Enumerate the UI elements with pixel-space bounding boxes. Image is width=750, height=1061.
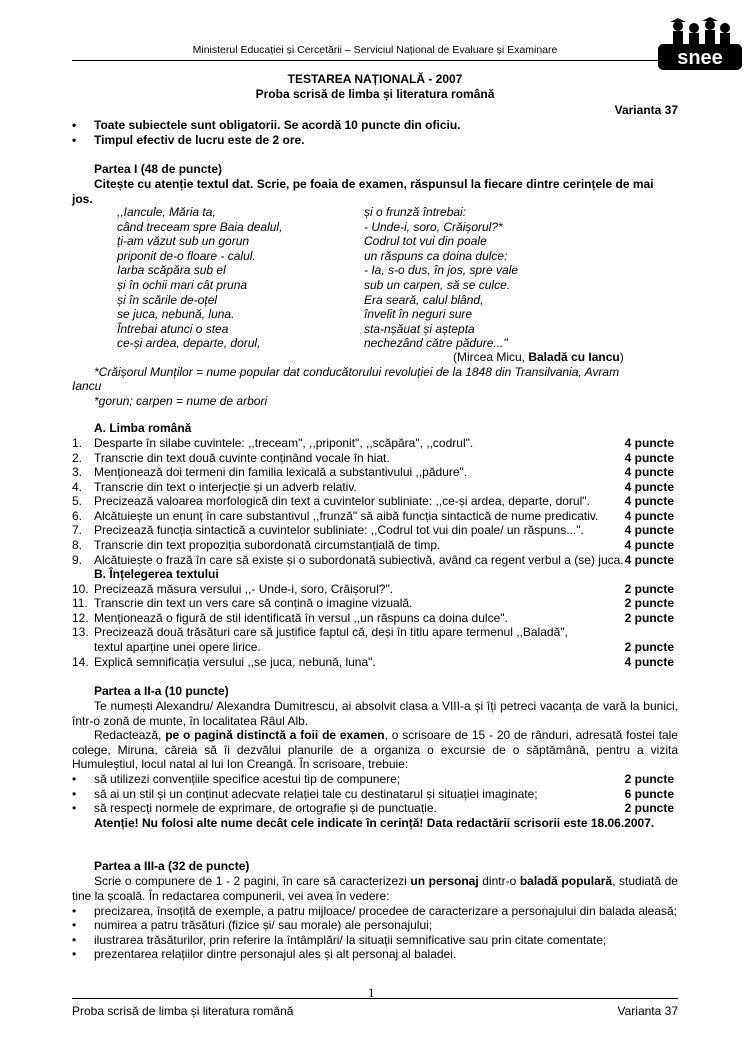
poem-line: și o frunză întrebai: <box>364 205 467 219</box>
page-header: Ministerul Educației și Cercetării – Serviciul Național de Evaluare și Examinare <box>192 44 558 56</box>
variant-label: Varianta 37 <box>614 103 678 117</box>
bullet: • <box>72 933 77 947</box>
header-divider <box>72 60 678 61</box>
poem-right-column <box>364 205 518 351</box>
footnote-1: *Crăișorul Munților = nume popular dat conducătorului revoluției de la 1848 din Transilvania, Avram <box>94 365 620 379</box>
footer-divider <box>72 998 678 999</box>
poem-line: ,,Iancule, Măria ta, <box>117 205 216 219</box>
rule-bullet: • <box>72 133 77 147</box>
bullet: • <box>72 947 77 961</box>
poem-line: sta-nșăuat și aștepta <box>364 321 475 336</box>
poem-line: și în ochii mari cât pruna <box>117 277 248 292</box>
rule-bullet: • <box>72 118 77 132</box>
footnote-2: *gorun; carpen = nume de arbori <box>94 394 268 408</box>
exam-title: TESTAREA NAȚIONALĂ - 2007 <box>287 72 463 86</box>
part1-heading: Partea I (48 de puncte) <box>94 162 223 176</box>
poem-line: și în scările de-oțel <box>117 292 218 307</box>
poem-line: ce-și ardea, departe, dorul, <box>117 336 261 351</box>
list-item: ilustrarea trăsăturilor, prin referire la întâmplări/ la situații semnificative sau prin citate comentate; <box>94 933 607 947</box>
footer-left: Proba scrisă de limba și literatura română <box>72 1004 294 1018</box>
poem-left-column <box>117 205 282 351</box>
page-number: 1 <box>368 985 375 1000</box>
section-b-heading: B. Înțelegerea textului <box>94 567 219 581</box>
poem-line: Întrebai atunci o stea <box>117 321 229 336</box>
poem-line: sub un carpen, să se culce. <box>364 277 511 292</box>
part2-paragraph-2: Redactează, pe o pagină distinctă a foii de examen, o scrisoare de 15 - 20 de rânduri, adresată fostei tale colege, Miruna, căreia să îi dezvălui planurile de a organiza o excursie de o săptămână, pentru a vizita Humuleștiul, locul natal al lui Ion Creangă. În scrisoare, trebuie: <box>72 728 678 771</box>
bullet: • <box>72 904 77 918</box>
footnote-1-cont: Iancu <box>72 379 102 393</box>
poem-line: Iarba scăpăra sub el <box>117 263 226 278</box>
part2-heading: Partea a II-a (10 puncte) <box>94 684 229 698</box>
poem-line: când treceam spre Baia dealul, <box>117 219 283 234</box>
bullet: • <box>72 918 77 932</box>
part2-warning: Atenție! Nu folosi alte nume decât cele indicate în cerință! Data redactării scrisorii este 18.06.2007. <box>94 816 655 830</box>
list-item: prezentarea relațiilor dintre personajul ales și alt personaj al baladei. <box>94 947 457 961</box>
bullet: • <box>72 772 77 786</box>
poem-line: Codrul tot vui din poale <box>364 234 487 249</box>
rule-1: Toate subiectele sunt obligatorii. Se acordă 10 puncte din oficiu. <box>94 118 461 132</box>
poem-line: un răspuns ca doina dulce: <box>364 248 508 263</box>
logo-text: snee <box>677 47 723 69</box>
list-item: precizarea, însoțită de exemple, a patru mijloace/ procedee de caracterizare a personajului din balada aleasă; <box>94 904 678 918</box>
poem-line: învelit în neguri sure <box>364 307 473 322</box>
snee-logo <box>658 16 742 74</box>
part2-paragraph-1: Te numești Alexandru/ Alexandra Dumitrescu, ai absolvit clasa a VIII-a și îți petreci vacanța de vară la bunici, într-o zonă de munte, în localitatea Râul Alb. <box>72 699 678 728</box>
poem-line: Era seară, calul blând, <box>364 292 484 307</box>
poem-line: ți-am văzut sub un gorun <box>117 234 250 249</box>
section-a-heading: A. Limba română <box>94 421 192 435</box>
poem-line: - Ia, s-o dus, în jos, spre vale <box>364 263 519 278</box>
rule-2: Timpul efectiv de lucru este de 2 ore. <box>94 133 305 147</box>
footer-right: Varianta 37 <box>617 1004 678 1018</box>
bullet: • <box>72 801 77 815</box>
poem-line: se juca, nebună, luna. <box>117 307 235 322</box>
poem-line: priponit de-o floare - calul. <box>117 248 256 263</box>
poem-line: - Unde-i, soro, Crăișorul?* <box>364 219 503 234</box>
part1-instruction-cont: jos. <box>72 192 93 206</box>
part1-instruction: Citește cu atenție textul dat. Scrie, pe foaia de examen, răspunsul la fiecare dintre cerințele de mai <box>94 177 654 191</box>
exam-subtitle: Proba scrisă de limba și literatura română <box>255 87 495 101</box>
poem-source: (Mircea Micu, Baladă cu Iancu) <box>453 350 624 364</box>
part3-heading: Partea a III-a (32 de puncte) <box>94 859 250 873</box>
poem-line: nechezând către pădure..." <box>364 336 508 351</box>
bullet: • <box>72 787 77 801</box>
list-item: numirea a patru trăsături (fizice și/ sau morale) ale personajului; <box>94 918 433 932</box>
part3-paragraph: Scrie o compunere de 1 - 2 pagini, în care să caracterizezi un personaj dintr-o baladă populară, studiată de tine la școală. În redactarea compunerii, vei avea în vedere: <box>72 874 678 903</box>
